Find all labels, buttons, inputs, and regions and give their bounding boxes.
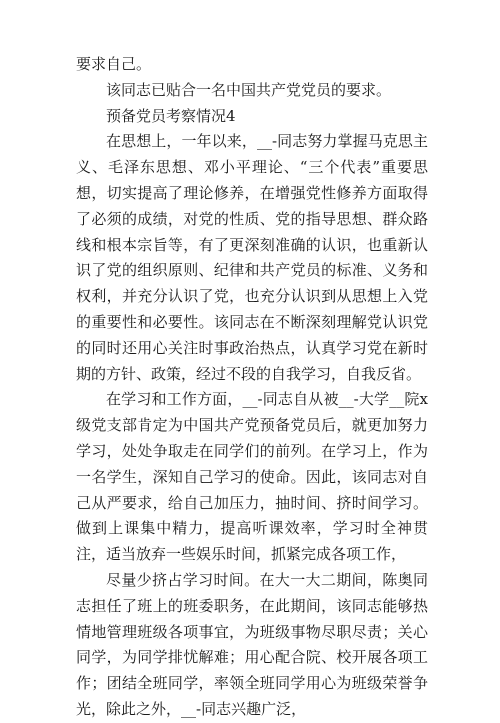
document-body bbox=[76, 52, 428, 723]
section-heading: 预备党员考察情况4 bbox=[106, 106, 236, 125]
paragraph-study-work: 在学习和工作方面，__-同志自从被__-大学__院x级党支部肯定为中国共产党预备党员后，就更加努力学习，处处争取走在同学们的前列。在学习上，作为一名学生，深知自己学习的使命。因此，该同志对自己从严要求，给自己加压力，抽时间、挤时间学习。做到上课集中精力，提高听课效率，学习时全神贯注，适当放弃一些娱乐时间，抓紧完成各项工作， bbox=[76, 390, 428, 564]
paragraph-continuation: 要求自己。 bbox=[76, 55, 152, 73]
paragraph-ideology: 在思想上，一年以来，__-同志努力掌握马克思主义、毛泽东思想、邓小平理论、“三个代表”重要思想，切实提高了理论修养，在增强党性修养方面取得了必须的成绩，对党的性质、党的指导思想、群众路线和根本宗旨等，有了更深刻准确的认识，也重新认识了党的组织原则、纪律和共产党员的标准、义务和权利，并充分认识了党，也充分认识到从思想上入党的重要性和必要性。该同志在不断深刻理解党认识党的同时还用心关注时事政治热点，认真学习党在新时期的方针、政策，经过不段的自我学习，自我反省。 bbox=[76, 132, 428, 383]
paragraph-conclusion: 该同志已贴合一名中国共产党党员的要求。 bbox=[106, 80, 392, 99]
paragraph-class-duties: 尽量少挤占学习时间。在大一大二期间，陈奥同志担任了班上的班委职务，在此期间，该同志能够热情地管理班级各项事宜，为班级事物尽职尽责；关心同学，为同学排忧解难；用心配合院、校开展各项工作；团结全班同学，率领全班同学用心为班级荣誉争光，除此之外，__-同志兴趣广泛， bbox=[76, 570, 428, 718]
